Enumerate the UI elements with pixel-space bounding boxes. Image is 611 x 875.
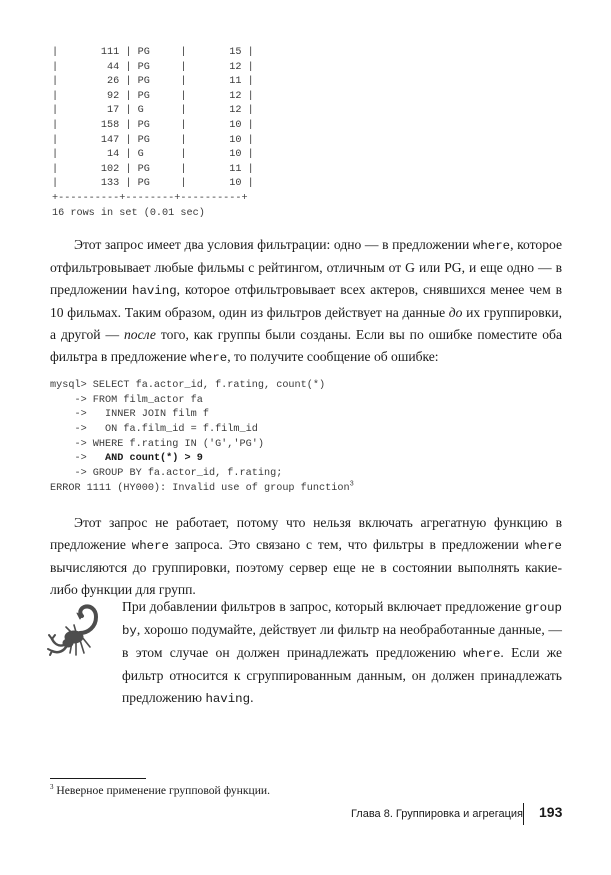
- code-line: -> WHERE f.rating IN ('G','PG'): [50, 438, 264, 450]
- error-line: ERROR 1111 (HY000): Invalid use of group function$^3$: [50, 480, 354, 494]
- code-line: -> AND count(*) > 9: [50, 453, 203, 465]
- query-result-table: [52, 46, 552, 221]
- tip-note: При добавлении фильтров в запрос, который включает предложение group by, хорошо подумайте, действует ли фильтр на необработанные данные, — в этом случае он должен принадлежать предложению where. Если же фильтр относится к сгруппированным данным, он должен принадлежать предложению having.: [122, 599, 562, 706]
- sql-code-block: [50, 379, 562, 497]
- table-row: | 14 | G | 10 |: [52, 149, 254, 161]
- code-line: mysql> SELECT fa.actor_id, f.rating, count(*): [50, 380, 326, 391]
- page-number: 193: [539, 804, 563, 820]
- rows-info: 16 rows in set (0.01 sec): [52, 207, 205, 219]
- footnote: $^3$ Неверное применение групповой функции.: [50, 783, 271, 797]
- table-row: | 26 | PG | 11 |: [52, 76, 254, 88]
- table-row: | 92 | PG | 12 |: [52, 90, 254, 102]
- code-line: -> ON fa.film_id = f.film_id: [50, 424, 258, 436]
- table-row: | 17 | G | 12 |: [52, 105, 254, 117]
- code-line: -> FROM film_actor fa: [50, 394, 203, 406]
- code-line: -> GROUP BY fa.actor_id, f.rating;: [50, 468, 283, 480]
- paragraph-filter-conditions: Этот запрос имеет два условия фильтрации: одно — в предложении where, которое отфильтровывает любые фильмы с рейтингом, отличным от G или PG, и еще одно — в предложении having, которое отфильтровывает всех актеров, снявшихся менее чем в 10 фильмах. Таким образом, один из фильтров действует на данные до их группировки, а другой — после того, как группы были созданы. Если вы по ошибке поместите оба фильтра в предложение where, то получите сообщение об ошибке:: [50, 237, 562, 365]
- footnote-divider: [50, 778, 146, 779]
- table-row: | 102 | PG | 11 |: [52, 163, 254, 175]
- table-row: | 133 | PG | 10 |: [52, 178, 254, 190]
- table-row: | 147 | PG | 10 |: [52, 134, 254, 146]
- scorpion-icon: [46, 597, 112, 663]
- table-row: | 44 | PG | 12 |: [52, 61, 254, 73]
- paragraph-aggregate-error: Этот запрос не работает, потому что нельзя включать агрегатную функцию в предложение where запроса. Это связано с тем, что фильтры в предложении where вычисляются до группировки, поэтому сервер еще не в состоянии выполнять какие-либо функции для групп.: [50, 515, 562, 597]
- footer-divider: [523, 803, 524, 825]
- code-highlight: AND count(*) > 9: [105, 453, 203, 465]
- running-footer-chapter: Глава 8. Группировка и агрегация: [350, 808, 523, 820]
- table-row: | 158 | PG | 10 |: [52, 119, 254, 131]
- footnote-ref: 3: [349, 480, 354, 489]
- table-row: | 111 | PG | 15 |: [52, 47, 254, 58]
- table-separator: +----------+--------+----------+: [52, 192, 248, 204]
- code-line: -> INNER JOIN film f: [50, 409, 209, 421]
